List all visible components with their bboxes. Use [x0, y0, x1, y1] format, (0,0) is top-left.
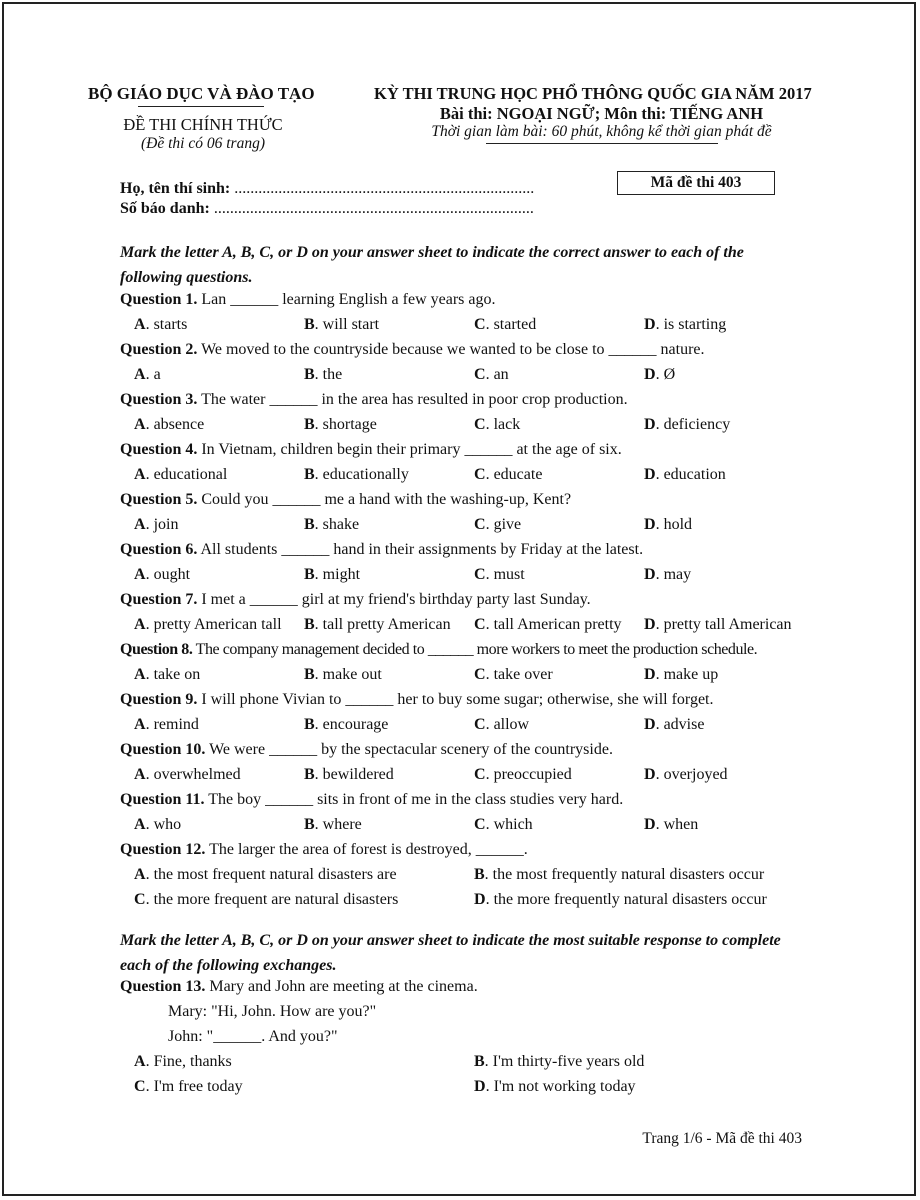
- option-a: A. join: [134, 516, 179, 533]
- option-c: C. must: [474, 566, 525, 583]
- question-text: The larger the area of forest is destroyed, ______.: [209, 841, 528, 858]
- option-c: C. give: [474, 516, 522, 533]
- question-label: Question 12.: [120, 841, 206, 858]
- instruction-2: Mark the letter A, B, C, or D on your answer sheet to indicate the most suitable response to complete each of the following exchanges.: [120, 932, 781, 974]
- question-label: Question 8.: [120, 641, 193, 658]
- option-d: D. make up: [644, 666, 719, 683]
- question-label: Question 6.: [120, 541, 198, 558]
- question-text: The water ______ in the area has resulted in poor crop production.: [201, 391, 628, 408]
- question-text: Lan ______ learning English a few years ago.: [201, 291, 496, 308]
- option-a: A. the most frequent natural disasters are: [134, 866, 397, 883]
- question-label: Question 2.: [120, 341, 198, 358]
- option-a: A. take on: [134, 666, 201, 683]
- option-d: D. hold: [644, 516, 693, 533]
- question-text: The boy ______ sits in front of me in the class studies very hard.: [208, 791, 624, 808]
- candidate-name-dots: ...........................................................................: [234, 180, 535, 197]
- option-b: B. shake: [304, 516, 360, 533]
- question-label: Question 4.: [120, 441, 198, 458]
- instruction-1: Mark the letter A, B, C, or D on your answer sheet to indicate the correct answer to each of the following questions.: [120, 244, 744, 286]
- question-text: All students ______ hand in their assignments by Friday at the latest.: [200, 541, 644, 558]
- question-8: [120, 641, 757, 659]
- option-c: C. the more frequent are natural disasters: [134, 891, 399, 908]
- option-c: C. tall American pretty: [474, 616, 622, 633]
- candidate-id-dots: ................................................................................: [213, 200, 534, 217]
- question-9: [120, 691, 714, 709]
- question-6: [120, 541, 643, 559]
- option-b: B. encourage: [304, 716, 389, 733]
- option-b: B. the: [304, 366, 343, 383]
- candidate-id-row: [120, 200, 534, 218]
- option-d: D. advise: [644, 716, 705, 733]
- option-b: B. the most frequently natural disasters occur: [474, 866, 765, 883]
- option-d: D. education: [644, 466, 726, 483]
- question-text: We moved to the countryside because we wanted to be close to ______ nature.: [201, 341, 705, 358]
- question-label: Question 5.: [120, 491, 198, 508]
- question-label: Question 13.: [120, 978, 206, 995]
- question-text: Could you ______ me a hand with the washing-up, Kent?: [201, 491, 572, 508]
- subject-line: Bài thi: NGOẠI NGỮ; Môn thi: TIẾNG ANH: [439, 104, 764, 123]
- question-5: [120, 491, 571, 509]
- question-4: [120, 441, 622, 459]
- option-b: B. will start: [304, 316, 380, 333]
- exam-title: KỲ THI TRUNG HỌC PHỔ THÔNG QUỐC GIA NĂM 2017: [374, 84, 812, 103]
- option-b: B. make out: [304, 666, 382, 683]
- question-label: Question 11.: [120, 791, 205, 808]
- option-c: C. I'm free today: [134, 1078, 243, 1095]
- option-b: B. I'm thirty-five years old: [474, 1053, 645, 1070]
- pages-note: (Đề thi có 06 trang): [141, 135, 265, 152]
- exam-code-box: Mã đề thi 403: [617, 171, 775, 195]
- option-a: A. overwhelmed: [134, 766, 241, 783]
- option-d: D. the more frequently natural disasters occur: [474, 891, 767, 908]
- option-c: C. which: [474, 816, 533, 833]
- option-c: C. educate: [474, 466, 543, 483]
- option-c: C. an: [474, 366, 509, 383]
- option-a: A. educational: [134, 466, 228, 483]
- option-d: D. when: [644, 816, 699, 833]
- question-3: [120, 391, 628, 409]
- dialogue-john: John: "______. And you?": [168, 1028, 338, 1045]
- question-12: [120, 841, 528, 859]
- option-c: C. allow: [474, 716, 530, 733]
- option-a: A. who: [134, 816, 182, 833]
- candidate-id-label: Số báo danh:: [120, 200, 210, 217]
- option-a: A. remind: [134, 716, 199, 733]
- question-label: Question 3.: [120, 391, 198, 408]
- option-d: D. I'm not working today: [474, 1078, 636, 1095]
- time-underline: [486, 143, 718, 144]
- candidate-name-label: Họ, tên thí sinh:: [120, 180, 231, 197]
- candidate-name-row: [120, 180, 534, 198]
- time-line: Thời gian làm bài: 60 phút, không kể thời gian phát đề: [431, 123, 772, 140]
- option-a: A. pretty American tall: [134, 616, 282, 633]
- option-a: A. ought: [134, 566, 191, 583]
- official-label: ĐỀ THI CHÍNH THỨC: [123, 115, 283, 134]
- question-text: The company management decided to ______ more workers to meet the production schedule.: [195, 641, 758, 658]
- option-c: C. take over: [474, 666, 553, 683]
- ministry-underline: [138, 106, 264, 107]
- ministry-name: BỘ GIÁO DỤC VÀ ĐÀO TẠO: [88, 84, 315, 103]
- question-1: [120, 291, 495, 309]
- option-d: D. may: [644, 566, 692, 583]
- option-d: D. deficiency: [644, 416, 731, 433]
- option-a: A. Fine, thanks: [134, 1053, 232, 1070]
- option-b: B. educationally: [304, 466, 409, 483]
- option-b: B. shortage: [304, 416, 377, 433]
- option-d: D. pretty tall American: [644, 616, 792, 633]
- option-c: C. preoccupied: [474, 766, 572, 783]
- option-b: B. might: [304, 566, 361, 583]
- question-label: Question 7.: [120, 591, 198, 608]
- option-c: C. started: [474, 316, 537, 333]
- question-10: [120, 741, 613, 759]
- question-2: [120, 341, 705, 359]
- question-label: Question 1.: [120, 291, 198, 308]
- question-text: We were ______ by the spectacular scenery of the countryside.: [209, 741, 613, 758]
- question-label: Question 9.: [120, 691, 198, 708]
- question-11: [120, 791, 623, 809]
- question-label: Question 10.: [120, 741, 206, 758]
- option-d: D. overjoyed: [644, 766, 728, 783]
- option-a: A. starts: [134, 316, 188, 333]
- option-c: C. lack: [474, 416, 521, 433]
- question-text: Mary and John are meeting at the cinema.: [209, 978, 478, 995]
- dialogue-mary: Mary: "Hi, John. How are you?": [168, 1003, 377, 1020]
- option-b: B. bewildered: [304, 766, 394, 783]
- question-7: [120, 591, 591, 609]
- option-a: A. a: [134, 366, 161, 383]
- option-d: D. Ø: [644, 366, 676, 383]
- page-footer: Trang 1/6 - Mã đề thi 403: [642, 1130, 802, 1147]
- question-text: I will phone Vivian to ______ her to buy some sugar; otherwise, she will forget.: [201, 691, 714, 708]
- option-b: B. tall pretty American: [304, 616, 451, 633]
- question-13: [120, 978, 478, 996]
- question-text: In Vietnam, children begin their primary ______ at the age of six.: [201, 441, 622, 458]
- question-text: I met a ______ girl at my friend's birthday party last Sunday.: [201, 591, 591, 608]
- option-d: D. is starting: [644, 316, 727, 333]
- option-b: B. where: [304, 816, 362, 833]
- option-a: A. absence: [134, 416, 205, 433]
